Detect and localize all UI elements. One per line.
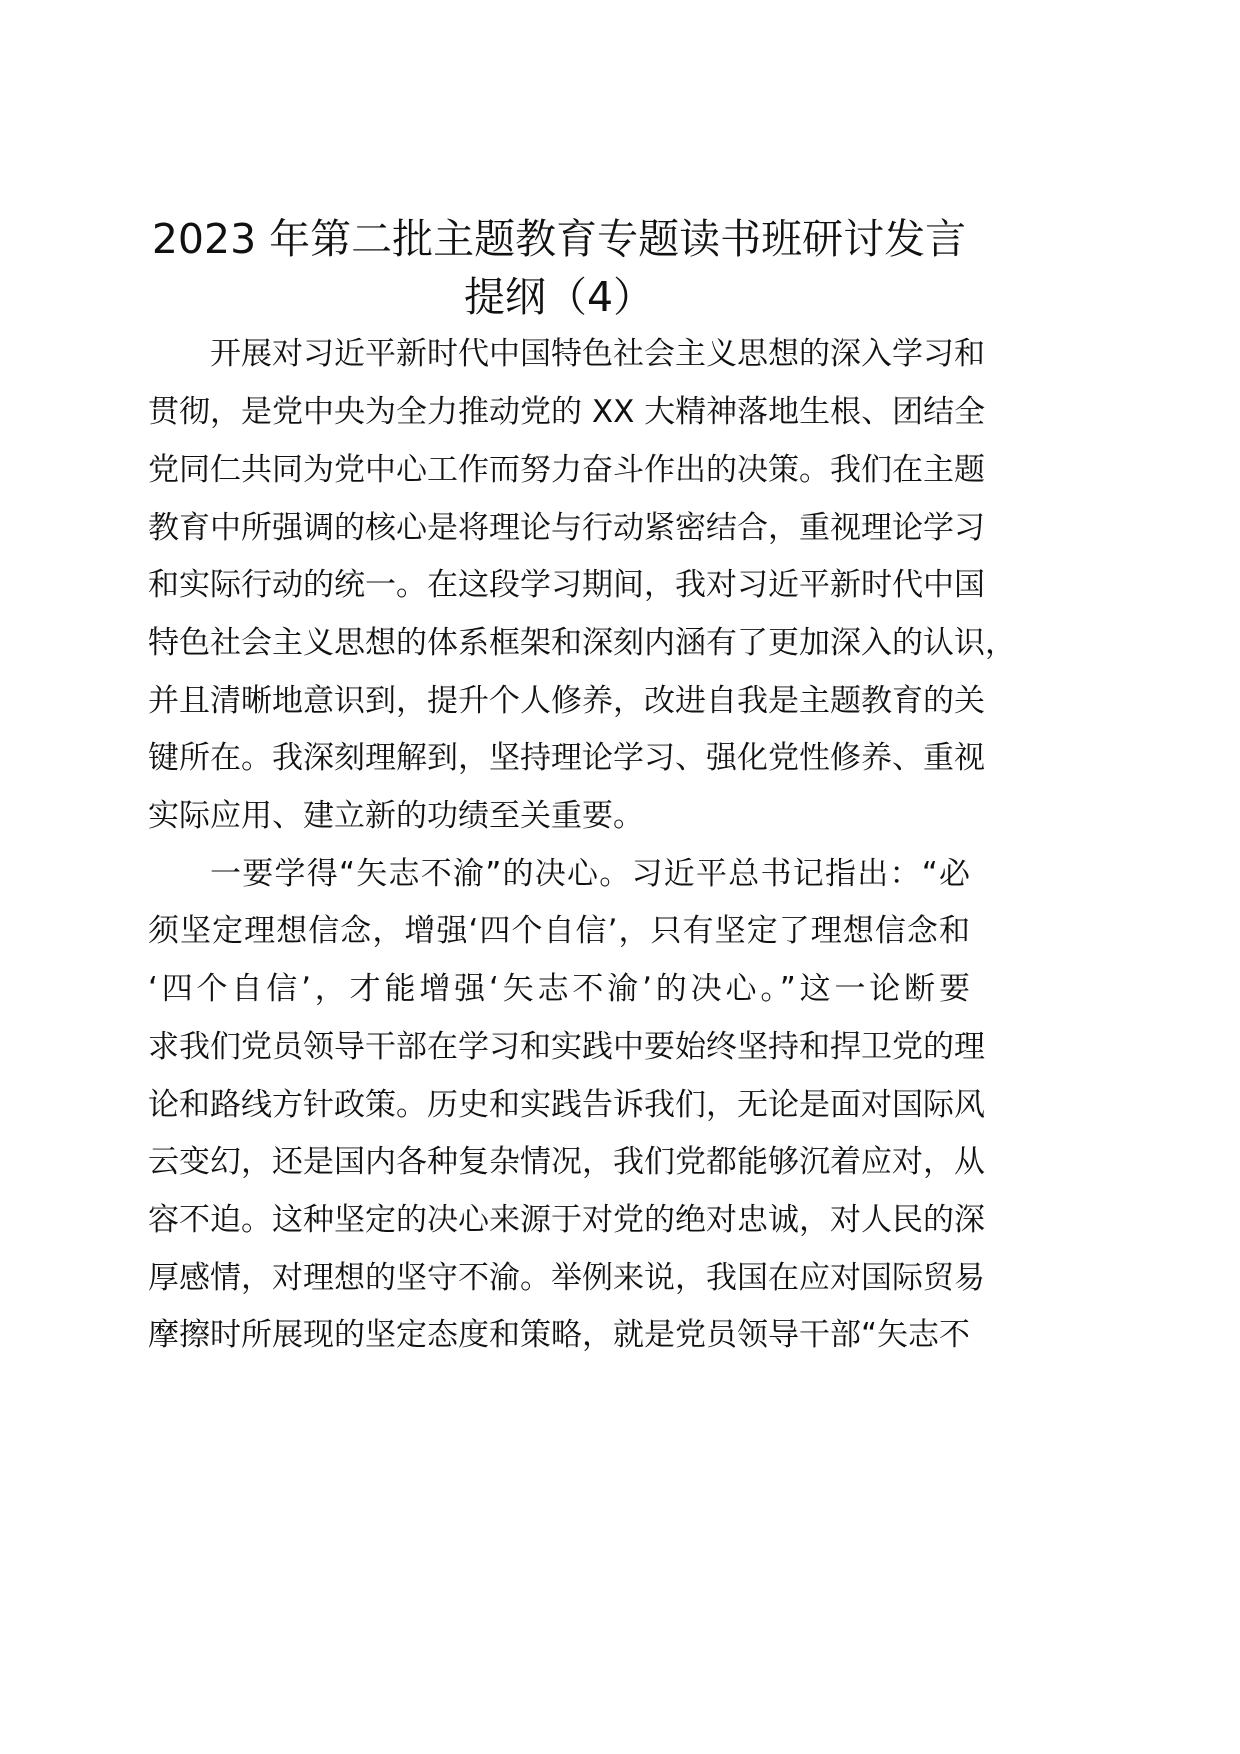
paragraph-line: 云变幻，还是国内各种复杂情况，我们党都能够沉着应对，从: [148, 1144, 985, 1181]
paragraph-line: 和实际行动的统一。在这段学习期间，我对习近平新时代中国: [148, 567, 985, 604]
paragraph-line: 贯彻，是党中央为全力推动党的 XX 大精神落地生根、团结全: [148, 394, 986, 431]
document-title: [148, 211, 970, 326]
paragraph-line: 求我们党员领导干部在学习和实践中要始终坚持和捍卫党的理: [148, 1028, 985, 1065]
paragraph-line: 一要学得“矢志不渝”的决心。习近平总书记指出：“必: [210, 855, 970, 892]
paragraph-line: 开展对习近平新时代中国特色社会主义思想的深入学习和: [210, 336, 985, 373]
paragraph-line: 摩擦时所展现的坚定态度和策略，就是党员领导干部“矢志不: [148, 1317, 971, 1354]
paragraph-line: 特色社会主义思想的体系框架和深刻内涵有了更加深入的认识，: [148, 624, 1016, 661]
paragraph-line: 容不迫。这种坚定的决心来源于对党的绝对忠诚，对人民的深: [148, 1201, 985, 1238]
paragraph-line: 教育中所强调的核心是将理论与行动紧密结合，重视理论学习: [148, 509, 985, 546]
title-line-2: 提纲（4）: [463, 272, 655, 321]
paragraph-line: ‘四个自信’，才能增强‘矢志不渝’的决心。”这一论断要: [148, 971, 970, 1008]
paragraph-line: 并且清晰地意识到，提升个人修养，改进自我是主题教育的关: [148, 682, 985, 719]
paragraph-line: 须坚定理想信念，增强‘四个自信’，只有坚定了理想信念和: [148, 913, 970, 950]
paragraph-line: 厚感情，对理想的坚守不渝。举例来说，我国在应对国际贸易: [148, 1259, 985, 1296]
paragraph-line: 键所在。我深刻理解到，坚持理论学习、强化党性修养、重视: [148, 740, 985, 777]
paragraph-intro: [148, 326, 1016, 845]
paragraph-line: 论和路线方针政策。历史和实践告诉我们，无论是面对国际风: [148, 1086, 985, 1123]
paragraph-point-one: [148, 846, 985, 1365]
title-line-1: 2023 年第二批主题教育专题读书班研讨发言: [151, 215, 967, 263]
paragraph-line: 实际应用、建立新的功绩至关重要。: [148, 798, 644, 835]
paragraph-line: 党同仁共同为党中心工作而努力奋斗作出的决策。我们在主题: [148, 451, 985, 488]
document-body: [148, 211, 1016, 1365]
